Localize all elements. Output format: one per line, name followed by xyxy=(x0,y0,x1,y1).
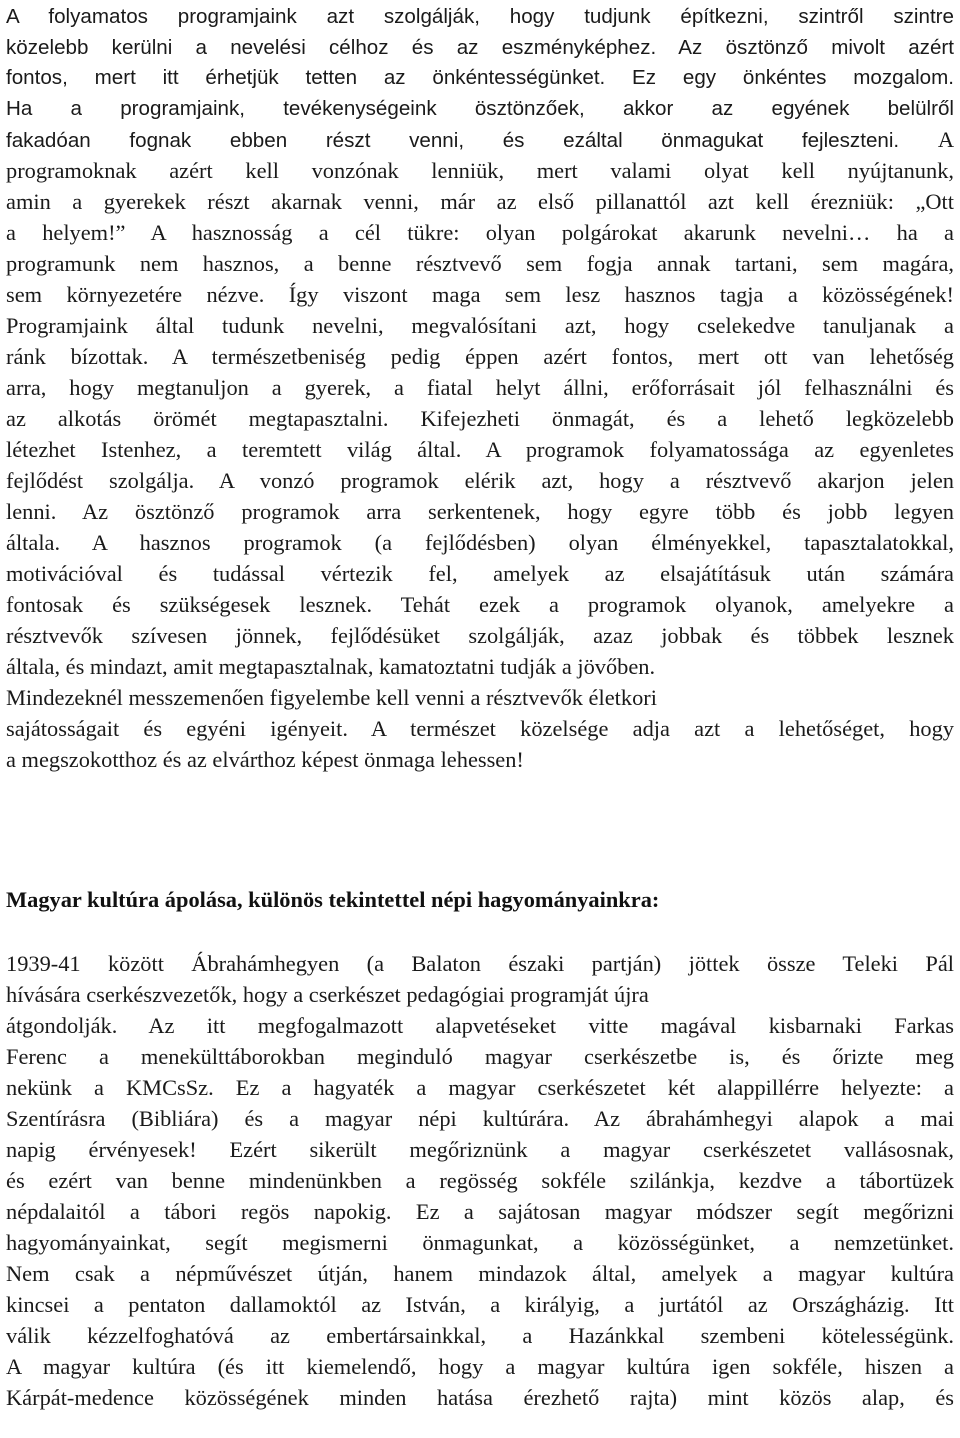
paragraph-line: népdalaitól a tábori regös napokig. Ez a sajátosan magyar módszer segít megőrizni xyxy=(6,1199,954,1224)
paragraph-line: fontos, mert itt érhetjük tetten az önkéntességünket. Ez egy önkéntes mozgalom. xyxy=(6,66,954,89)
paragraph-line: napig érvényesek! Ezért sikerült megőriznünk a magyar cserkészetet vallásosnak, xyxy=(6,1137,954,1162)
paragraph-line: általa. A hasznos programok (a fejlődésben) olyan élményekkel, tapasztalatokkal, xyxy=(6,530,954,555)
paragraph-line: Ferenc a menekülttáborokban meginduló magyar cserkészetbe is, és őrizte meg xyxy=(6,1044,954,1069)
paragraph-line-sans-part: fakadóan fognak ebben részt venni, és ezáltal önmagukat fejleszteni. xyxy=(6,129,938,152)
paragraph-line: általa, és mindazt, amit megtapasztalnak, kamatoztatni tudják a jövőben. xyxy=(6,654,656,679)
paragraph-line: Ha a programjaink, tevékenységeink ösztönzőek, akkor az egyének belülről xyxy=(6,97,954,120)
paragraph-line: 1939-41 között Ábrahámhegyen (a Balaton északi partján) jöttek össze Teleki Pál xyxy=(6,951,954,976)
paragraph-line: amin a gyerekek részt akarnak venni, már az első pillanattól azt kell érezniük: „Ott xyxy=(6,189,954,214)
paragraph-line: Nem csak a népművészet útján, hanem mindazok által, amelyek a magyar kultúra xyxy=(6,1261,954,1286)
paragraph-line: résztvevők szívesen jönnek, fejlődésüket szolgálják, azaz jobbak és többek lesznek xyxy=(6,623,954,648)
paragraph-line: arra, hogy megtanuljon a gyerek, a fiatal helyt állni, erőforrásait jól felhasználni és xyxy=(6,375,954,400)
paragraph-line: programoknak azért kell vonzónak lenniük, mert valami olyat kell nyújtanunk, xyxy=(6,158,954,183)
paragraph-line xyxy=(6,124,954,155)
paragraph-line-serif-part: A xyxy=(937,127,954,152)
paragraph-line: átgondolják. Az itt megfogalmazott alapvetéseket vitte magával kisbarnaki Farkas xyxy=(6,1013,954,1038)
paragraph-line: programunk nem hasznos, a benne résztvevő sem fogja annak tartani, sem magára, xyxy=(6,251,954,276)
paragraph-line: az alkotás örömét megtapasztalni. Kifejezheti önmagát, és a lehető legközelebb xyxy=(6,406,954,431)
paragraph-line: sem környezetére nézve. Így viszont maga sem lesz hasznos tagja a közösségének! xyxy=(6,282,954,307)
paragraph-line: hívására cserkészvezetők, hogy a cserkészet pedagógiai programját újra xyxy=(6,982,649,1007)
paragraph-line: kincsei a pentaton dallamoktól az István, a királyig, a jurtától az Országházig. Itt xyxy=(6,1292,954,1317)
paragraph-line: fejlődést szolgálja. A vonzó programok elérik azt, hogy a résztvevő akarjon jelen xyxy=(6,468,954,493)
paragraph-line: és ezért van benne mindenünkben a regösség sokféle szilánkja, kezdve a tábortüzek xyxy=(6,1168,954,1193)
paragraph-line: a megszokotthoz és az elvárthoz képest önmaga lehessen! xyxy=(6,747,524,772)
paragraph-line: A folyamatos programjaink azt szolgálják, hogy tudjunk építkezni, szintről szintre xyxy=(6,5,954,28)
section-heading: Magyar kultúra ápolása, különös tekintettel népi hagyományainkra: xyxy=(6,887,660,912)
paragraph-line: Mindezeknél messzemenően figyelembe kell venni a résztvevők életkori xyxy=(6,685,657,710)
paragraph-line: nekünk a KMCsSz. Ez a hagyaték a magyar cserkészetet két alappillérre helyezte: a xyxy=(6,1075,954,1100)
paragraph-line: ránk bízottak. A természetbeniség pedig éppen azért fontos, mert ott van lehetőség xyxy=(6,344,954,369)
paragraph-line: közelebb kerülni a nevelési célhoz és az eszményképhez. Az ösztönző mivolt azért xyxy=(6,36,954,59)
paragraph-line: válik kézzelfoghatóvá az embertársainkkal, a Hazánkkal szembeni kötelességünk. xyxy=(6,1323,954,1348)
paragraph-line: Programjaink által tudunk nevelni, megvalósítani azt, hogy cselekedve tanuljanak a xyxy=(6,313,954,338)
paragraph-line: motivációval és tudással vértezik fel, amelyek az elsajátításuk után számára xyxy=(6,561,954,586)
paragraph-line: létezhet Istenhez, a teremtett világ által. A programok folyamatossága az egyenletes xyxy=(6,437,954,462)
paragraph-line: a helyem!” A hasznosság a cél tükre: olyan polgárokat akarunk nevelni… ha a xyxy=(6,220,954,245)
paragraph-line: Kárpát-medence közösségének minden hatása érezhető rajta) mint közös alap, és xyxy=(6,1385,954,1410)
paragraph-line: Szentírásra (Bibliára) és a magyar népi kultúrára. Az ábrahámhegyi alapok a mai xyxy=(6,1106,954,1131)
paragraph-line: A magyar kultúra (és itt kiemelendő, hogy a magyar kultúra igen sokféle, hiszen a xyxy=(6,1354,954,1379)
paragraph-line: sajátosságait és egyéni igényeit. A természet közelsége adja azt a lehetőséget, hogy xyxy=(6,716,954,741)
paragraph-line: lenni. Az ösztönző programok arra serkentenek, hogy egyre több és jobb legyen xyxy=(6,499,954,524)
paragraph-line: hagyományainkat, segít megismerni önmagunkat, a közösségünket, a nemzetünket. xyxy=(6,1230,954,1255)
paragraph-line: fontosak és szükségesek lesznek. Tehát ezek a programok olyanok, amelyekre a xyxy=(6,592,954,617)
